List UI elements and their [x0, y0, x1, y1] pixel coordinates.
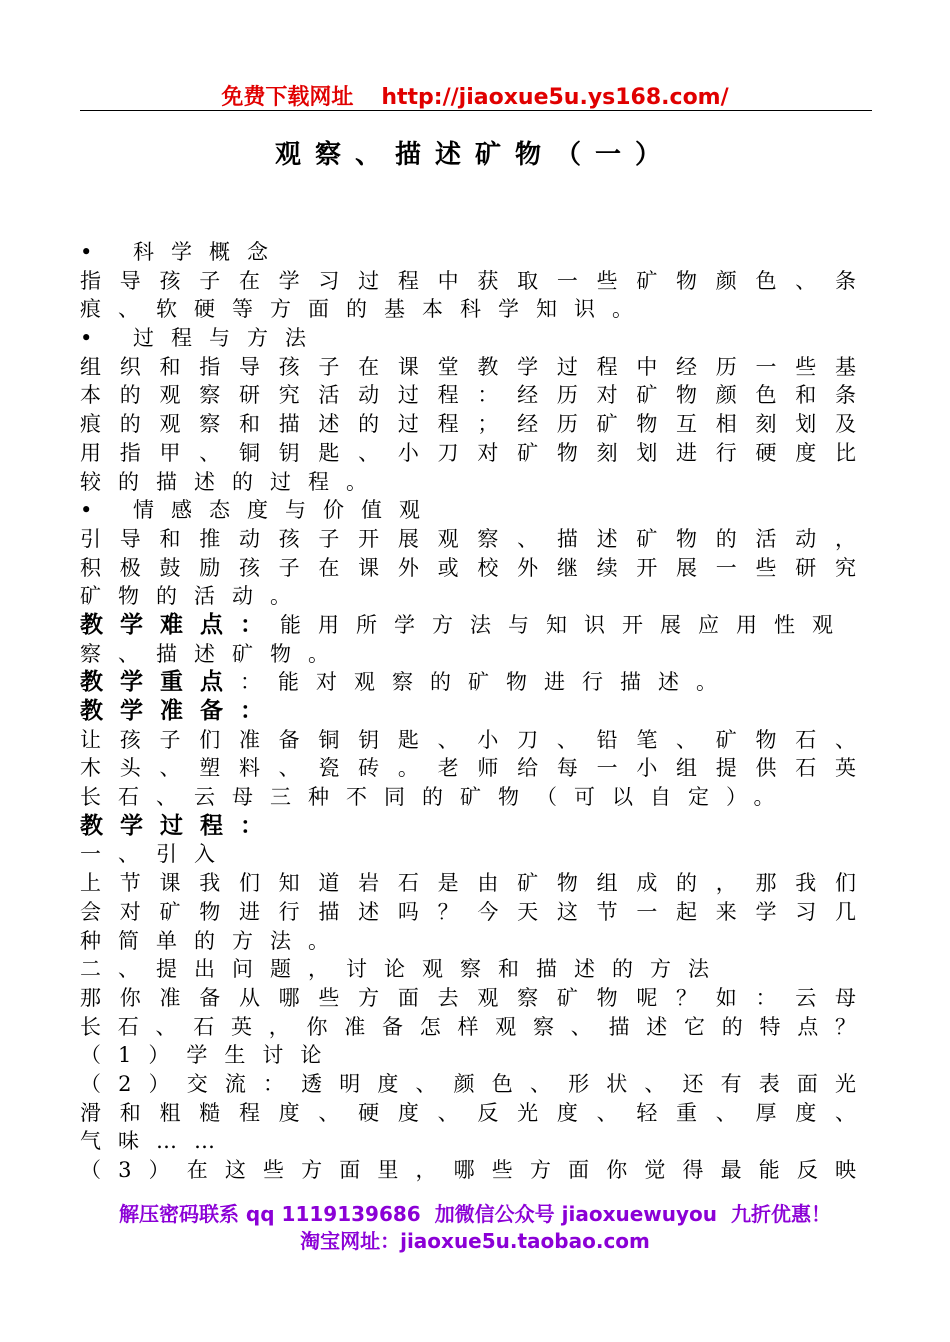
section-heading: • 科学概念	[80, 240, 286, 264]
text-line: （3）在这些方面里，哪些方面你觉得最能反映	[80, 1158, 856, 1182]
text-line: 指导孩子在学习过程中获取一些矿物颜色、条	[80, 268, 856, 293]
text-line: 察、描述矿物。	[80, 641, 346, 666]
text-line: 让孩子们准备铜钥匙、小刀、铅笔、矿物石、	[80, 727, 856, 752]
difficulty-line	[80, 611, 856, 640]
key-point-colon: ：	[240, 670, 278, 695]
download-header	[0, 80, 950, 111]
difficulty-text: 能用所学方法与知识开展应用性观	[280, 612, 850, 637]
text-line: 用指甲、铜钥匙、小刀对矿物刻划进行硬度比	[80, 440, 856, 465]
footer-discount: 九折优惠！	[731, 1202, 832, 1226]
difficulty-label: 教学难点：	[80, 610, 280, 638]
text-line: 那你准备从哪些方面去观察矿物呢？如：云母	[80, 985, 856, 1010]
section-heading: • 情感态度与价值观	[80, 498, 438, 523]
text-line: 上节课我们知道岩石是由矿物组成的，那我们	[80, 871, 856, 896]
text-line: 长石、石英，你准备怎样观察、描述它的特点？	[80, 1014, 856, 1039]
footer-qq: 解压密码联系 qq 1119139686	[118, 1202, 421, 1226]
text-line: 痕、软硬等方面的基本科学知识。	[80, 297, 650, 322]
prep-line	[80, 697, 856, 726]
section-heading: 二、提出问题，讨论观察和描述的方法	[80, 957, 726, 982]
text-line: 积极鼓励孩子在课外或校外继续开展一些研究	[80, 555, 856, 580]
page-title: 观察、描述矿物（一）	[274, 140, 675, 170]
text-line: 矿物的活动。	[80, 584, 308, 609]
process-label: 教学过程：	[80, 811, 280, 839]
text-line: 会对矿物进行描述吗？今天这节一起来学习几	[80, 899, 856, 924]
text-line: 组织和指导孩子在课堂教学过程中经历一些基	[80, 354, 856, 379]
text-line: （1）学生讨论	[80, 1043, 339, 1068]
section-heading: 一、引入	[80, 842, 232, 867]
header-rule	[80, 110, 872, 111]
text-line: 本的观察研究活动过程：经历对矿物颜色和条	[80, 383, 856, 408]
footer-contact	[0, 1198, 950, 1227]
key-point-line	[80, 668, 856, 697]
text-line: 木头、塑料、瓷砖。老师给每一小组提供石英	[80, 756, 856, 781]
key-point-label: 教学重点	[80, 668, 240, 696]
process-line	[80, 812, 856, 841]
header-url-link[interactable]: http://jiaoxue5u.ys168.com/	[381, 85, 729, 110]
text-line: 气味……	[80, 1129, 232, 1154]
text-line: 长石、云母三种不同的矿物（可以自定）。	[80, 785, 792, 810]
header-label: 免费下载网址	[221, 85, 354, 110]
footer-wechat: 加微信公众号 jiaoxuewuyou	[434, 1202, 718, 1226]
text-line: 较的描述的过程。	[80, 469, 384, 494]
prep-label: 教学准备：	[80, 697, 280, 724]
text-line: 痕的观察和描述的过程；经历矿物互相刻划及	[80, 412, 856, 437]
text-line: 滑和粗糙程度、硬度、反光度、轻重、厚度、	[80, 1100, 856, 1125]
text-line: 种简单的方法。	[80, 928, 346, 953]
key-point-text: 能对观察的矿物进行描述。	[278, 670, 734, 695]
section-heading: • 过程与方法	[80, 326, 324, 351]
document-body	[80, 238, 856, 1185]
text-line: 引导和推动孩子开展观察、描述矿物的活动，	[80, 526, 856, 551]
footer-taobao-link[interactable]: 淘宝网址：jiaoxue5u.taobao.com	[300, 1229, 650, 1253]
text-line: （2）交流：透明度、颜色、形状、还有表面光	[80, 1071, 856, 1096]
